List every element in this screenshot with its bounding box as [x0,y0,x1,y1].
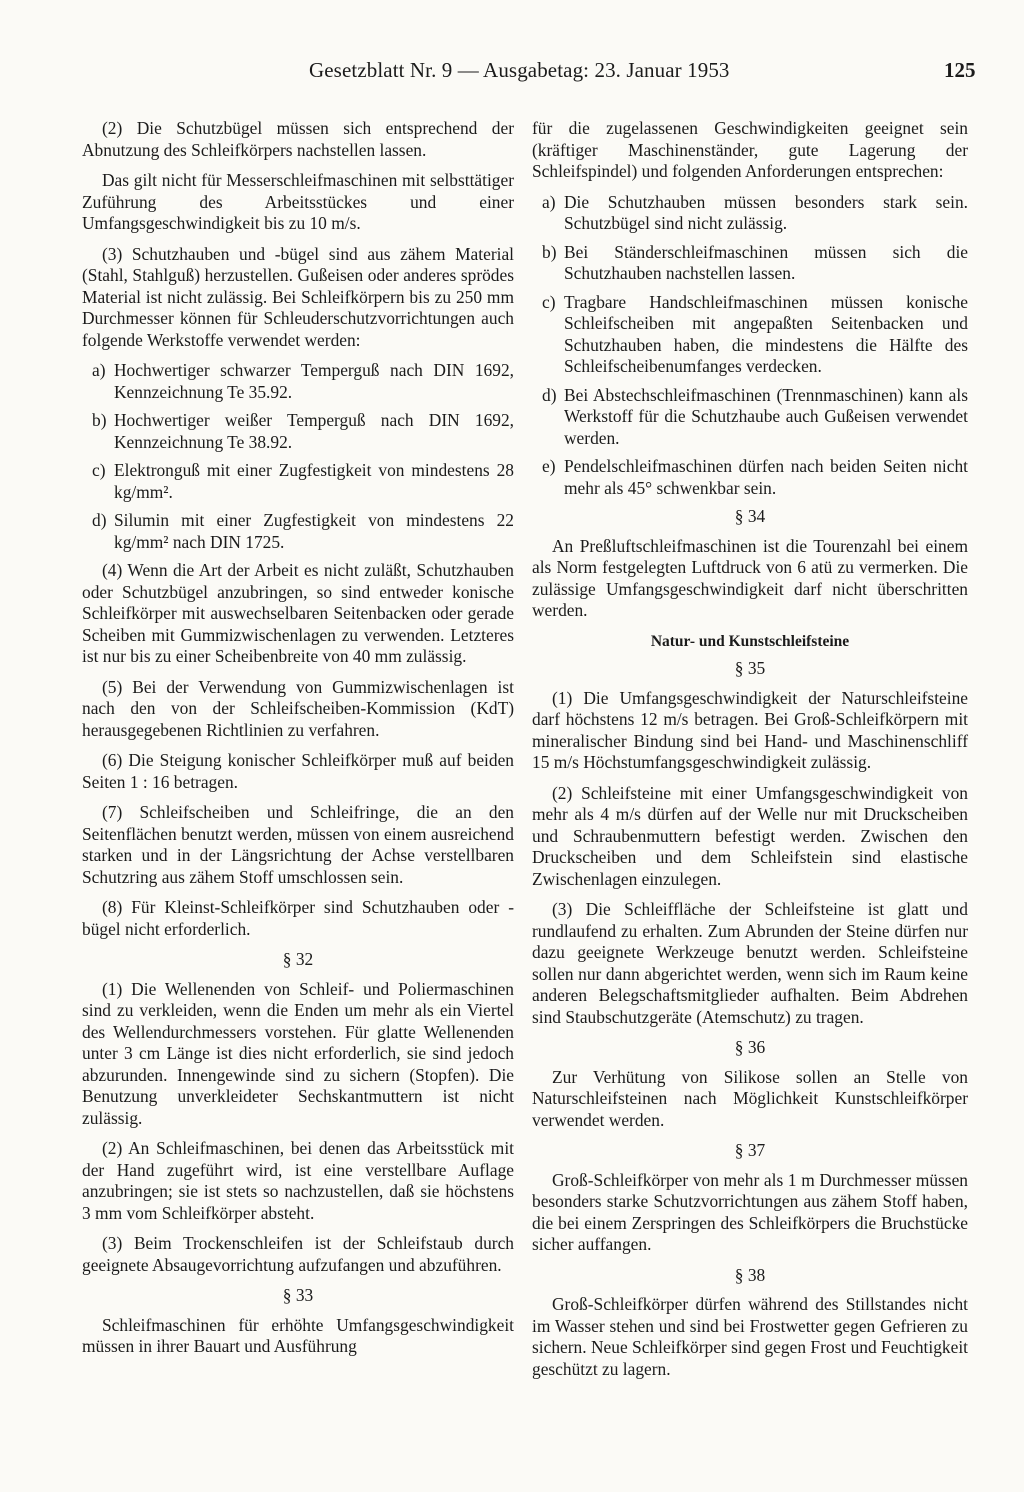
section-heading: § 32 [282,949,314,969]
list-marker: b) [542,241,557,262]
list-item [82,460,514,503]
list-marker: b) [92,410,107,430]
paragraph: Schleifmaschinen für erhöhte Umfangsgeschwindigkeit müssen in ihrer Bauart und Ausführung [82,1314,514,1356]
list-marker: c) [542,291,556,312]
paragraph: (4) Wenn die Art der Arbeit es nicht zuläßt, Schutzhauben oder Schutzbügel anzubringen, so sind entweder konische Schleifkörper mit auswechselbaren Seitenbacken oder gerade Scheiben mit Gummizwischenlagen zu verwenden. Letzteres ist nur bis zu einer Scheibenbreite von 40 mm zulässig. [82,560,514,666]
requirements-list [532,192,968,500]
material-list [82,360,514,553]
paragraph: Groß-Schleifkörper von mehr als 1 m Durchmesser müssen besonders starke Schutzvorrichtungen aus zähem Stoff haben, die bei einem Zerspringen des Schleifkörpers die Bruchstücke sicher auffangen. [532,1169,968,1254]
paragraph: (8) Für Kleinst-Schleifkörper sind Schutzhauben oder -bügel nicht erforderlich. [82,897,514,939]
paragraph: (3) Schutzhauben und -bügel sind aus zähem Material (Stahl, Stahlguß) herzustellen. Gußeisen oder anderes sprödes Material ist nicht zulässig. Bei Schleifkörpern bis zu 250 mm Durchmesser können für Schleuderschutzvorrichtungen auch folgende Werkstoffe verwendet werden: [82,243,514,350]
list-text: Die Schutzhauben müssen besonders stark sein. Schutzbügel sind nicht zulässig. [564,191,968,233]
paragraph: Das gilt nicht für Messerschleifmaschinen mit selbsttätiger Zuführung des Arbeitsstückes und einer Umfangsgeschwindigkeit bis zu 10 m/s. [82,170,514,233]
list-item [532,456,968,499]
list-item [82,510,514,553]
left-column [82,118,514,1367]
section-heading: § 34 [734,506,766,526]
paragraph: (2) An Schleifmaschinen, bei denen das Arbeitsstück mit der Hand zugeführt wird, ist eine verstellbare Auflage anzubringen; sie ist stets so nachzustellen, daß sie höchstens 3 mm vom Schleifkörper absteht. [82,1138,514,1223]
list-marker: a) [92,360,106,380]
paragraph: An Preßluftschleifmaschinen ist die Tourenzahl bei einem als Norm festgelegten Luftdruck von 6 atü zu vermerken. Die zulässige Umfangsgeschwindigkeit darf nicht überschritten werden. [532,535,968,620]
section-heading: § 37 [734,1140,766,1160]
paragraph: (3) Beim Trockenschleifen ist der Schleifstaub durch geeignete Absaugevorrichtung aufzufangen und abzuführen. [82,1233,514,1275]
list-text: Bei Ständerschleifmaschinen müssen sich die Schutzhauben nachstellen lassen. [564,241,968,283]
list-text: Bei Abstechschleifmaschinen (Trennmaschinen) kann als Werkstoff für die Schutzhaube auch Gußeisen verwendet werden. [564,384,968,448]
list-text: Elektronguß mit einer Zugfestigkeit von mindestens 28 kg/mm². [114,460,514,502]
chapter-heading: Natur- und Kunstschleifsteine [650,632,850,650]
paragraph: (5) Bei der Verwendung von Gummizwischenlagen ist nach den von der Schleifscheiben-Kommission (KdT) herausgegebenen Richtlinien zu verfahren. [82,676,514,740]
paragraph: (1) Die Umfangsgeschwindigkeit der Naturschleifsteine darf höchstens 12 m/s betragen. Bei Groß-Schleifkörpern mit mineralischer Bindung sind bei Hand- und Maschinenschliff 15 m/s Höchstumfangsgeschwindigkeit zulässig. [532,687,968,772]
list-marker: a) [542,191,556,212]
section-heading: § 38 [734,1264,766,1285]
right-column [532,118,968,1389]
list-marker: d) [92,510,107,530]
list-marker: c) [92,460,106,480]
list-text: Tragbare Handschleifmaschinen müssen konische Schleifscheiben mit angepaßten Seitenbacken und Schutzhauben haben, die mindestens die Hälfte des Schleifscheibenumfanges verdecken. [564,291,968,376]
paragraph: (2) Schleifsteine mit einer Umfangsgeschwindigkeit von mehr als 4 m/s dürfen auf der Welle nur mit Druckscheiben und Schraubenmuttern befestigt werden. Zwischen den Druckscheiben und dem Schleifstein sind elastische Zwischenlagen einzulegen. [532,782,968,889]
paragraph: (3) Die Schleiffläche der Schleifsteine ist glatt und rundlaufend zu erhalten. Zum Abrunden der Steine dürfen nur dazu geeignete Werkzeuge benutzt werden. Schleifsteine sollen nur dann abgerichtet werden, wenn sich im Raum keine anderen Belegschaftsmitglieder aufhalten. Beim Abdrehen sind Staubschutzgeräte (Atemschutz) zu tragen. [532,899,968,1027]
paragraph: (1) Die Wellenenden von Schleif- und Poliermaschinen sind zu verkleiden, wenn die Enden um mehr als ein Viertel des Wellendurchmessers vorstehen. Für glatte Wellenenden unter 3 cm Länge ist dies nicht erforderlich, sie sind jedoch abzurunden. Innengewinde sind zu sichern (Stopfen). Die Benutzung unverkleideter Sechskantmuttern ist nicht zulässig. [82,978,514,1128]
list-text: Hochwertiger schwarzer Temperguß nach DIN 1692, Kennzeichnung Te 35.92. [114,360,514,402]
list-marker: d) [542,384,557,405]
list-item [82,360,514,403]
list-item [532,242,968,285]
paragraph: (7) Schleifscheiben und Schleifringe, die an den Seitenflächen benutzt werden, müssen von einem ausreichend starken und in der Längsrichtung der Achse verstellbaren Schutzring aus zähem Stoff umschlossen sein. [82,802,514,887]
list-text: Silumin mit einer Zugfestigkeit von mindestens 22 kg/mm² nach DIN 1725. [114,510,514,552]
header-title: Gesetzblatt Nr. 9 — Ausgabetag: 23. Januar 1953 [309,58,730,82]
paragraph: (2) Die Schutzbügel müssen sich entsprechend der Abnutzung des Schleifkörpers nachstellen lassen. [82,118,514,160]
paragraph: Zur Verhütung von Silikose sollen an Stelle von Naturschleifsteinen nach Möglichkeit Kunstschleifkörper verwendet werden. [532,1066,968,1130]
list-text: Hochwertiger weißer Temperguß nach DIN 1692, Kennzeichnung Te 38.92. [114,410,514,452]
list-marker: e) [542,456,556,476]
paragraph: (6) Die Steigung konischer Schleifkörper muß auf beiden Seiten 1 : 16 betragen. [82,750,514,792]
paragraph: für die zugelassenen Geschwindigkeiten geeignet sein (kräftiger Maschinenständer, gute Lagerung der Schleifspindel) und folgenden Anforderungen entsprechen: [532,118,968,181]
section-heading: § 33 [282,1285,314,1305]
page-number: 125 [944,58,976,82]
paragraph: Groß-Schleifkörper dürfen während des Stillstandes nicht im Wasser stehen und sind bei Frostwetter gegen Gefrieren zu sichern. Neue Schleifkörper sind gegen Frost und Feuchtigkeit geschützt zu lagern. [532,1294,968,1379]
section-heading: § 36 [734,1037,766,1057]
list-item [532,385,968,450]
list-item [532,192,968,235]
list-text: Pendelschleifmaschinen dürfen nach beiden Seiten nicht mehr als 45° schwenkbar sein. [564,456,968,498]
list-item [532,292,968,378]
section-heading: § 35 [734,658,766,678]
page-header [0,58,1024,92]
list-item [82,410,514,453]
